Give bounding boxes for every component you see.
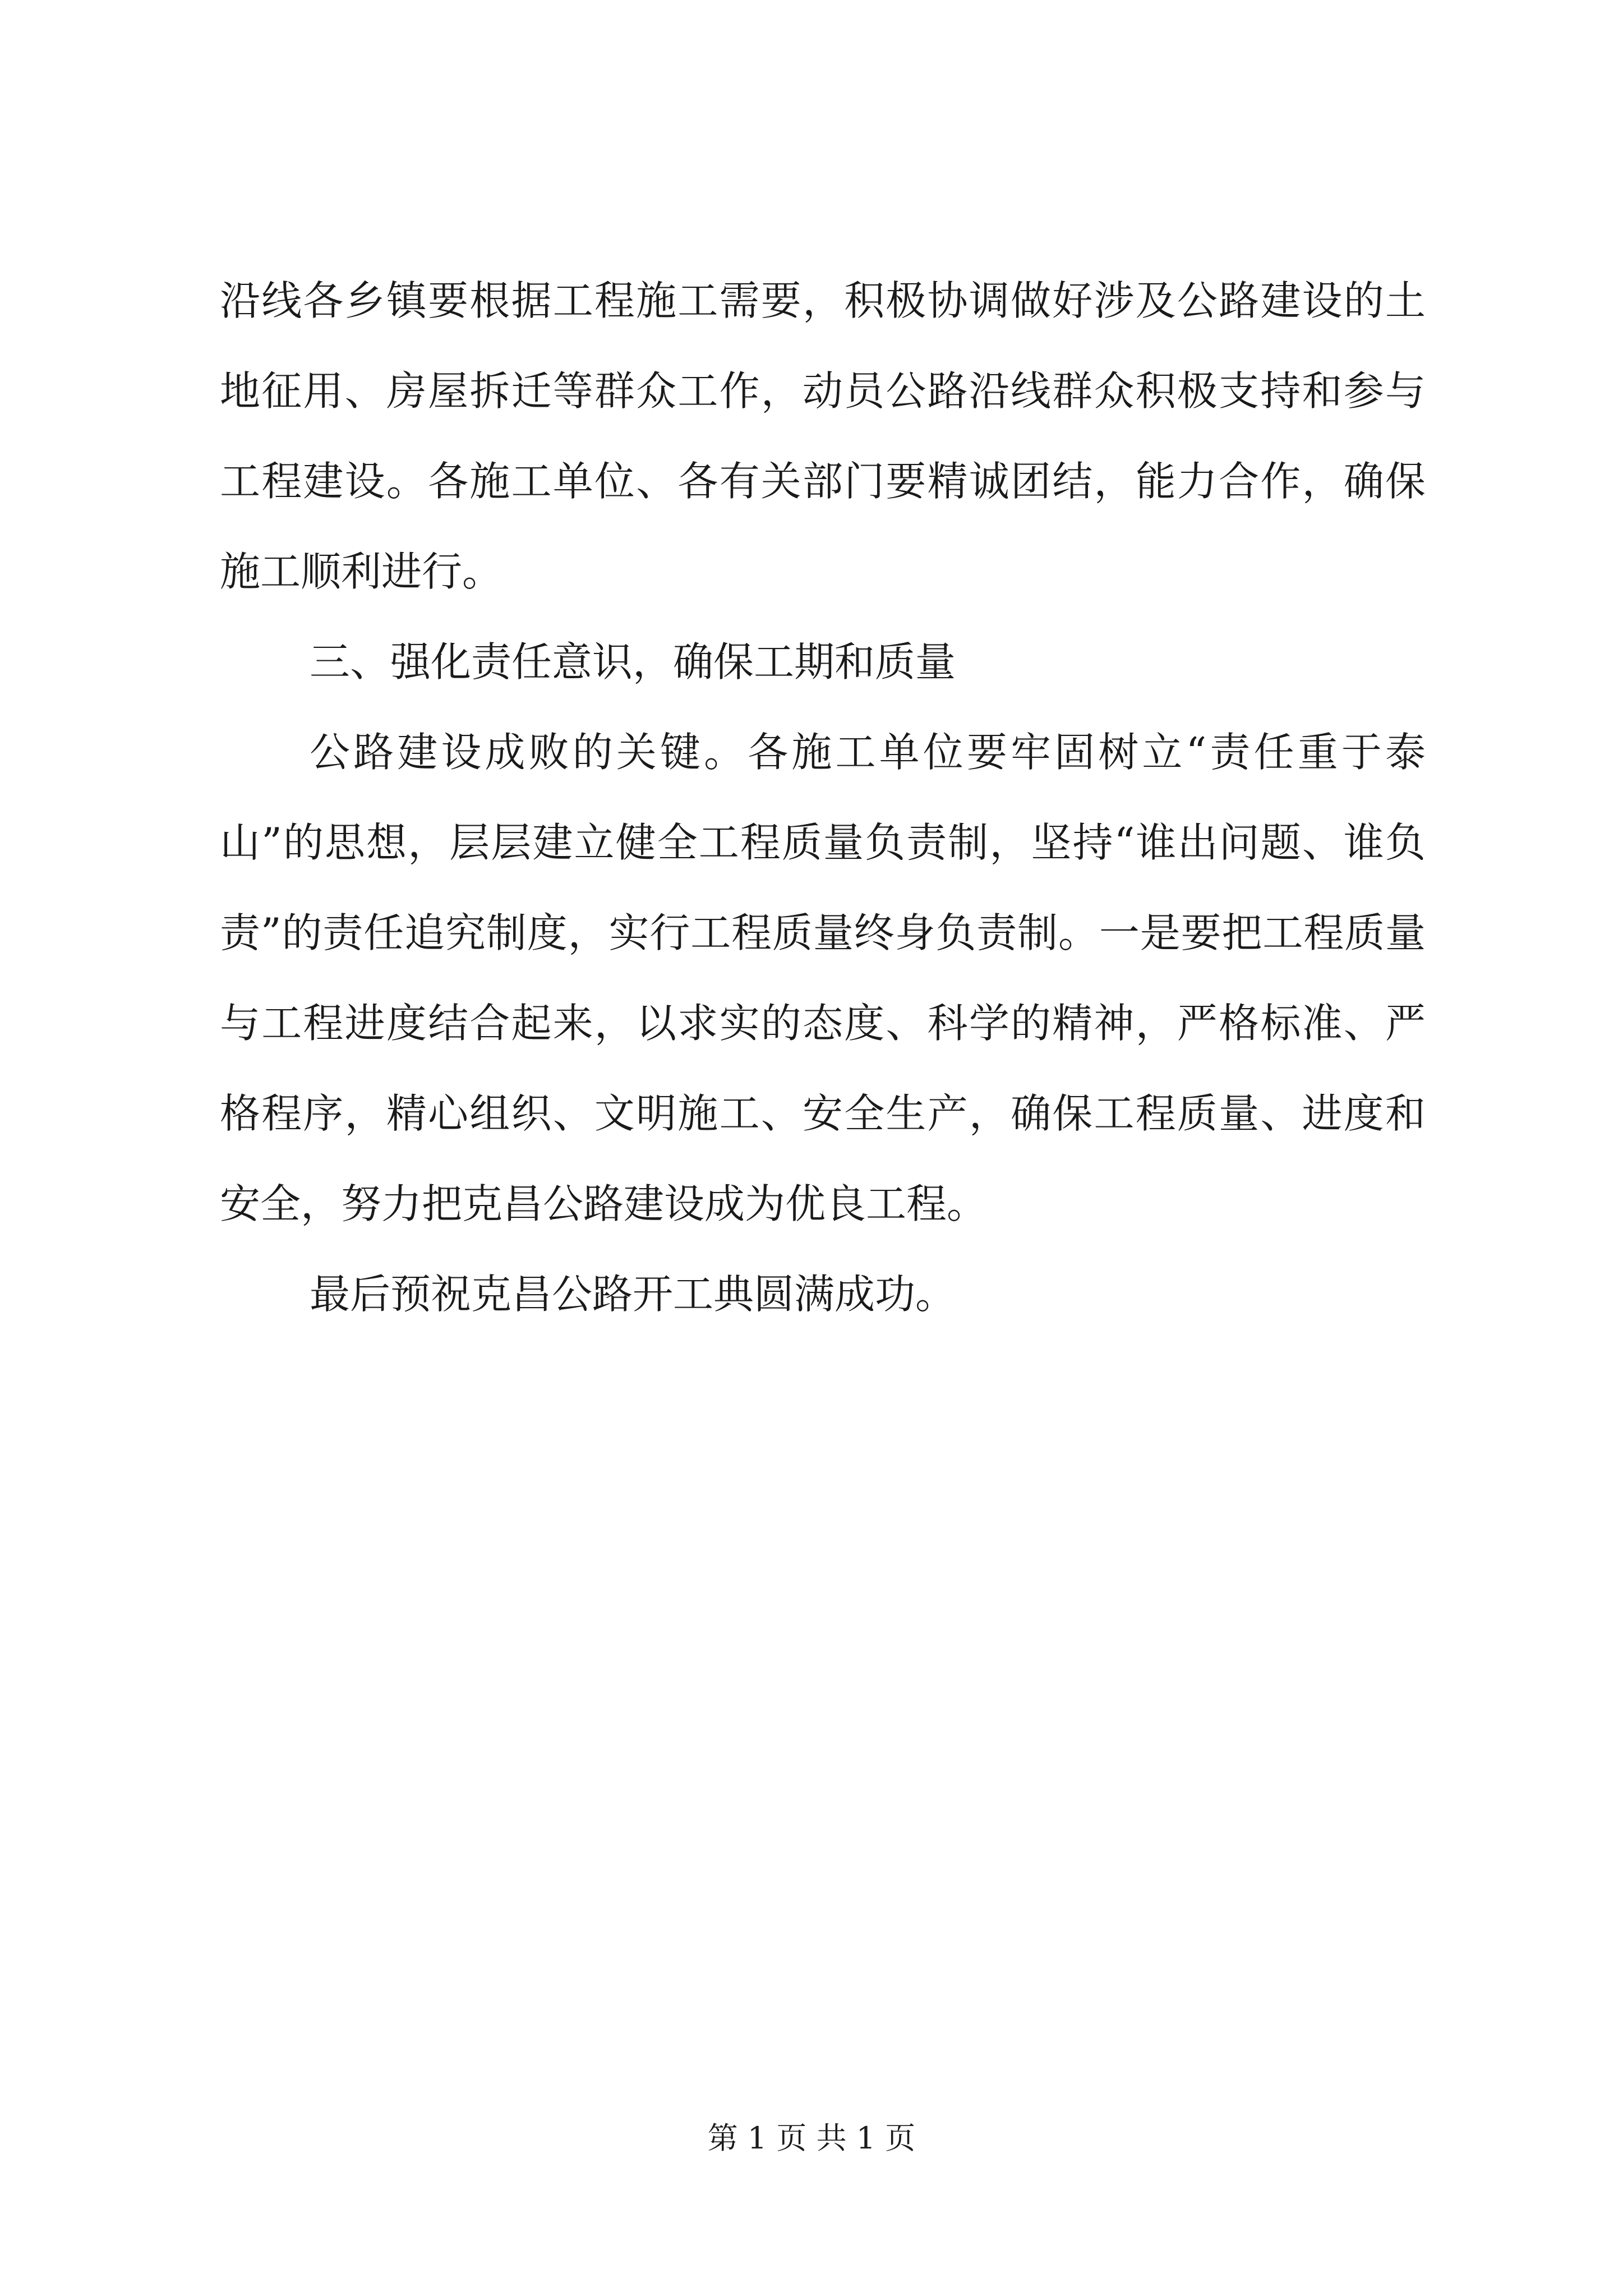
paragraph-closing: 最后预祝克昌公路开工典圆满成功。: [310, 1271, 956, 1318]
paragraph-body-2: 公路建设成败的关键。各施工单位要牢固树立“责任重于泰山”的思想，层层建立健全工程质量负责制，坚持“谁出问题、谁负责”的责任追究制度，实行工程质量终身负责制。一是要把工程质量与工程进度结合起来，以求实的态度、科学的精神，严格标准、严格程序，精心组织、文明施工、安全生产，确保工程质量、进度和安全，努力把克昌公路建设成为优良工程。: [220, 729, 1426, 1227]
page-footer: 第 1 页 共 1 页: [707, 2120, 916, 2156]
section-heading-3: 三、强化责任意识，确保工期和质量: [310, 638, 956, 685]
paragraph-body-1: 沿线各乡镇要根据工程施工需要，积极协调做好涉及公路建设的土地征用、房屋拆迁等群众工作，动员公路沿线群众积极支持和参与工程建设。各施工单位、各有关部门要精诚团结，能力合作，确保施工顺利进行。: [220, 277, 1426, 595]
document-body: [220, 256, 1426, 1340]
